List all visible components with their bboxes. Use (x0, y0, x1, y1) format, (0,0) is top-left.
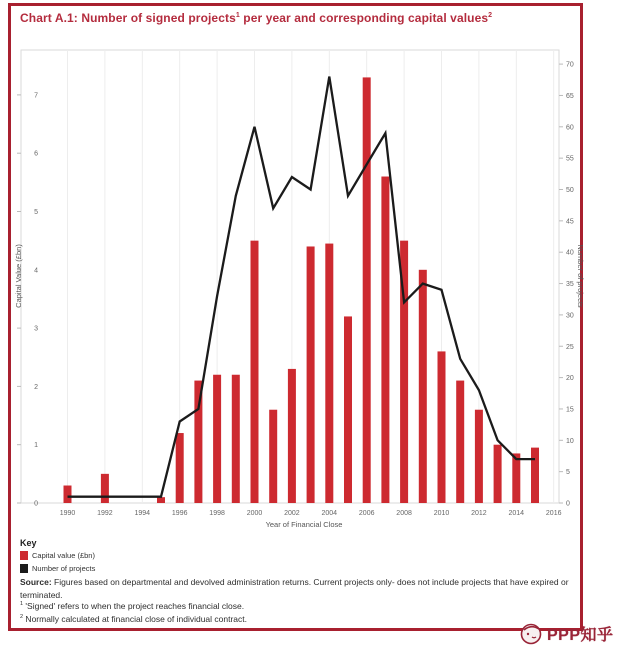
right-axis-title: Number of projects (576, 244, 585, 308)
source-text: Figures based on departmental and devolved administration returns. Current projects only- does not include projects that have expired or terminated. (20, 577, 569, 600)
source-label: Source: (20, 577, 52, 587)
right-axis-tick-label: 65 (566, 92, 574, 100)
right-axis-tick-label: 55 (566, 155, 574, 163)
watermark (518, 620, 614, 646)
footnote-1-marker: 1 (20, 601, 24, 608)
title-text-2: per year and corresponding capital values (239, 11, 489, 25)
x-axis-tick-label: 1994 (134, 510, 151, 517)
capital-value-bar (512, 453, 520, 503)
capital-value-bar (344, 316, 352, 503)
x-axis-tick-label: 2014 (508, 510, 525, 517)
capital-value-bar (213, 375, 221, 503)
left-axis-tick-label: 7 (34, 92, 38, 100)
number-of-projects-swatch-icon (20, 564, 28, 573)
left-axis-tick-label: 2 (34, 383, 38, 391)
right-axis-tick-label: 20 (566, 375, 574, 383)
capital-value-swatch-icon (20, 551, 28, 560)
x-axis-tick-label: 2000 (246, 510, 263, 517)
left-axis-tick-label: 4 (34, 267, 38, 275)
key-item-label: Capital value (£bn) (32, 551, 95, 560)
x-axis-title: Year of Financial Close (265, 520, 343, 529)
key-item-number-of-projects (20, 564, 95, 573)
capital-value-bar (64, 486, 72, 503)
capital-value-bar (101, 474, 109, 503)
key-title: Key (20, 538, 37, 548)
source-note (20, 576, 576, 601)
key-item-capital-value (20, 551, 95, 560)
footnote-2-marker: 2 (20, 614, 24, 621)
title-footnote-marker-1: 1 (235, 12, 240, 19)
capital-value-bar (325, 244, 333, 503)
chart-area (14, 46, 586, 532)
left-axis-tick-label: 6 (34, 150, 38, 158)
right-axis-tick-label: 25 (566, 343, 574, 351)
x-axis-tick-label: 2010 (433, 510, 450, 517)
left-axis-tick-label: 0 (34, 500, 38, 508)
right-axis-tick-label: 60 (566, 124, 574, 132)
title-text: Chart A.1: Number of signed projects (20, 11, 236, 25)
capital-value-bar (381, 177, 389, 503)
ppp-zhihu-logo-icon (518, 620, 544, 646)
left-axis-tick-label: 5 (34, 209, 38, 216)
capital-value-bar (419, 270, 427, 503)
x-axis-tick-label: 1992 (97, 510, 113, 517)
capital-value-bar (456, 381, 464, 503)
footnote-1-text: 'Signed' refers to when the project reaches financial close. (23, 601, 245, 611)
right-axis-tick-label: 50 (566, 187, 574, 194)
left-axis-tick-label: 3 (34, 325, 38, 333)
x-axis-tick-label: 2006 (358, 510, 375, 517)
right-axis-tick-label: 5 (566, 469, 570, 477)
chart-key (20, 538, 95, 577)
right-axis-tick-label: 40 (566, 249, 574, 257)
capital-value-bar (232, 375, 240, 503)
capital-value-bar (251, 241, 259, 503)
capital-value-bar (475, 410, 483, 503)
page-title (20, 11, 570, 25)
x-axis-tick-label: 2012 (471, 510, 487, 517)
footnote-1 (20, 601, 576, 611)
right-axis-tick-label: 45 (566, 218, 574, 226)
left-axis-title: Capital Value (£bn) (14, 244, 23, 308)
right-axis-tick-label: 35 (566, 281, 574, 289)
footnote-2 (20, 614, 576, 624)
capital-value-bar (176, 433, 184, 503)
capital-value-bar (269, 410, 277, 503)
capital-value-bar (157, 497, 165, 503)
capital-value-bar (307, 246, 315, 503)
x-axis-tick-label: 1990 (59, 510, 76, 517)
capital-value-bar (531, 448, 539, 503)
left-axis-tick-label: 1 (34, 442, 38, 450)
x-axis-tick-label: 2004 (321, 510, 338, 517)
capital-value-bar (363, 77, 371, 503)
combo-chart-svg (14, 46, 586, 532)
x-axis-tick-label: 2008 (396, 510, 412, 517)
right-axis-tick-label: 0 (566, 500, 570, 508)
capital-value-bar (288, 369, 296, 503)
right-axis-tick-label: 15 (566, 406, 574, 414)
right-axis-tick-label: 30 (566, 312, 574, 320)
title-footnote-marker-2: 2 (488, 12, 493, 19)
x-axis-tick-label: 1996 (171, 510, 188, 517)
capital-value-bar (438, 351, 446, 503)
watermark-text: PPP知乎 (547, 626, 614, 644)
right-axis-tick-label: 70 (566, 61, 574, 69)
x-axis-tick-label: 1998 (209, 510, 225, 517)
x-axis-tick-label: 2002 (284, 510, 300, 517)
x-axis-tick-label: 2016 (545, 510, 562, 517)
capital-value-bar (494, 445, 502, 503)
footnote-2-text: Normally calculated at financial close of individual contract. (23, 614, 248, 624)
right-axis-tick-label: 10 (566, 437, 574, 445)
key-item-label: Number of projects (32, 564, 96, 573)
